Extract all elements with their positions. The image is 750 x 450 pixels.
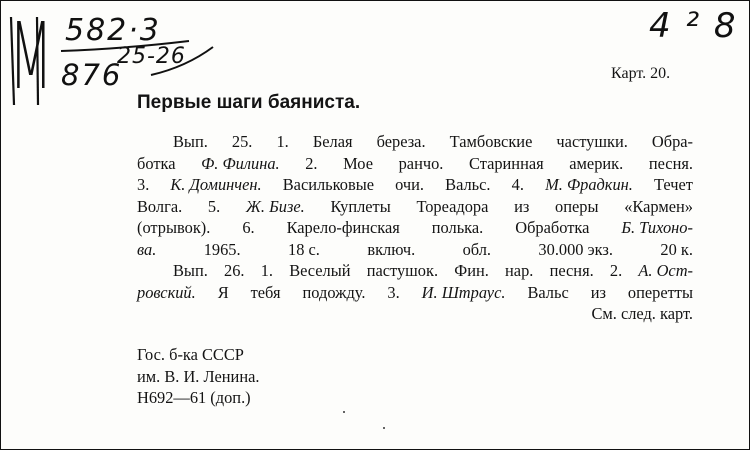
description-word: Я bbox=[217, 282, 229, 302]
description-word: (отрывок). bbox=[137, 218, 211, 237]
description-word: Веселый bbox=[289, 261, 351, 280]
description-word: 3. bbox=[137, 175, 150, 194]
description-word: Вальс. bbox=[445, 175, 491, 194]
description-word: оперы bbox=[555, 196, 599, 216]
description-word: Карело-финская bbox=[286, 218, 400, 237]
description-word: Вып. bbox=[173, 261, 208, 280]
description-word: Тореадора bbox=[416, 196, 489, 216]
book-title: Первые шаги баяниста. bbox=[137, 92, 361, 113]
description-word: 1965. bbox=[203, 239, 241, 259]
description-word: частушки. bbox=[556, 132, 628, 151]
description-word: И. Штраус. bbox=[421, 282, 506, 302]
description-word: 26. bbox=[224, 261, 245, 280]
description-line bbox=[137, 260, 693, 282]
description-line bbox=[137, 217, 693, 239]
description-word: Васильковые bbox=[282, 175, 375, 194]
description-word: 1. bbox=[260, 261, 273, 280]
description-word: К. Доминчен. bbox=[170, 175, 262, 194]
description-line bbox=[137, 282, 693, 304]
description-word: ровский. bbox=[137, 282, 196, 302]
description-line bbox=[137, 153, 693, 175]
description-word: ранчо. bbox=[398, 153, 444, 173]
corner-handwritten-mark: 4 ² 8 bbox=[649, 6, 738, 46]
description-word: 20 к. bbox=[660, 239, 693, 259]
description-word: песня. bbox=[549, 261, 594, 280]
description-word: Фин. bbox=[454, 261, 489, 280]
description-word: 2. bbox=[609, 261, 623, 280]
description-word: Обработка bbox=[515, 218, 590, 237]
description-word: Тамбовские bbox=[449, 132, 533, 151]
description-word: Волга. bbox=[137, 196, 183, 216]
description-word: полька. bbox=[431, 218, 484, 237]
description-word: 5. bbox=[207, 196, 221, 216]
description-word: 30.000 экз. bbox=[538, 239, 613, 259]
description-line bbox=[137, 303, 693, 325]
description-word: Старинная bbox=[468, 153, 544, 173]
description-word: М. Фрадкин. bbox=[545, 175, 633, 194]
call-letter: М bbox=[9, 3, 52, 110]
paper-speck bbox=[383, 427, 385, 429]
description-word: 6. bbox=[242, 218, 255, 237]
library-line-3: Н692—61 (доп.) bbox=[137, 388, 251, 407]
description-word: Куплеты bbox=[330, 196, 391, 216]
description-word: Течет bbox=[654, 175, 693, 194]
description-word: Вып. bbox=[173, 132, 208, 151]
description-line bbox=[137, 239, 693, 261]
description-word: Обра- bbox=[651, 132, 693, 151]
description-word: ва. bbox=[137, 239, 157, 259]
description-word: Мое bbox=[343, 153, 373, 173]
call-number-issues: 25-26 bbox=[117, 44, 186, 69]
description-word: 18 с. bbox=[288, 239, 320, 259]
description-word: 2. bbox=[305, 153, 318, 173]
description-line bbox=[137, 131, 693, 153]
library-line-2: им. В. И. Ленина. bbox=[137, 366, 260, 386]
catalog-description bbox=[137, 131, 693, 325]
description-word: «Кармен» bbox=[624, 196, 693, 216]
library-stamp bbox=[137, 344, 259, 409]
description-word: ботка bbox=[137, 153, 176, 173]
description-word: Ф. Филина. bbox=[201, 153, 280, 173]
description-word: песня. bbox=[648, 153, 693, 173]
description-word: из bbox=[590, 282, 606, 302]
description-word: обл. bbox=[462, 239, 491, 259]
description-word: 25. bbox=[231, 132, 253, 151]
description-line bbox=[137, 174, 693, 196]
description-word: береза. bbox=[376, 132, 426, 151]
description-word: подожду. bbox=[302, 282, 366, 302]
description-word: очи. bbox=[395, 175, 425, 194]
description-word: из bbox=[514, 196, 530, 216]
description-word: Б. Тихоно- bbox=[621, 218, 693, 237]
description-word: А. Ост- bbox=[638, 261, 693, 280]
paper-speck bbox=[343, 411, 345, 413]
description-word: тебя bbox=[250, 282, 281, 302]
description-word: Белая bbox=[312, 132, 353, 151]
description-word: 3. bbox=[387, 282, 400, 302]
library-line-1: Гос. б-ка СССР bbox=[137, 345, 244, 364]
description-word: америк. bbox=[569, 153, 624, 173]
description-word: включ. bbox=[367, 239, 416, 259]
description-word: Вальс bbox=[527, 282, 569, 302]
description-word: Ж. Бизе. bbox=[245, 196, 305, 216]
call-number-bottom: 876 bbox=[61, 58, 123, 92]
description-line bbox=[137, 196, 693, 218]
description-word: 4. bbox=[511, 175, 524, 194]
description-word: См. след. карт. bbox=[591, 304, 693, 323]
description-word: оперетты bbox=[627, 282, 693, 302]
description-word: пастушок. bbox=[366, 261, 439, 280]
description-word: 1. bbox=[276, 132, 289, 151]
description-word: нар. bbox=[505, 261, 534, 280]
card-number: Карт. 20. bbox=[611, 65, 671, 82]
call-number-top: 582·3 bbox=[65, 13, 161, 48]
